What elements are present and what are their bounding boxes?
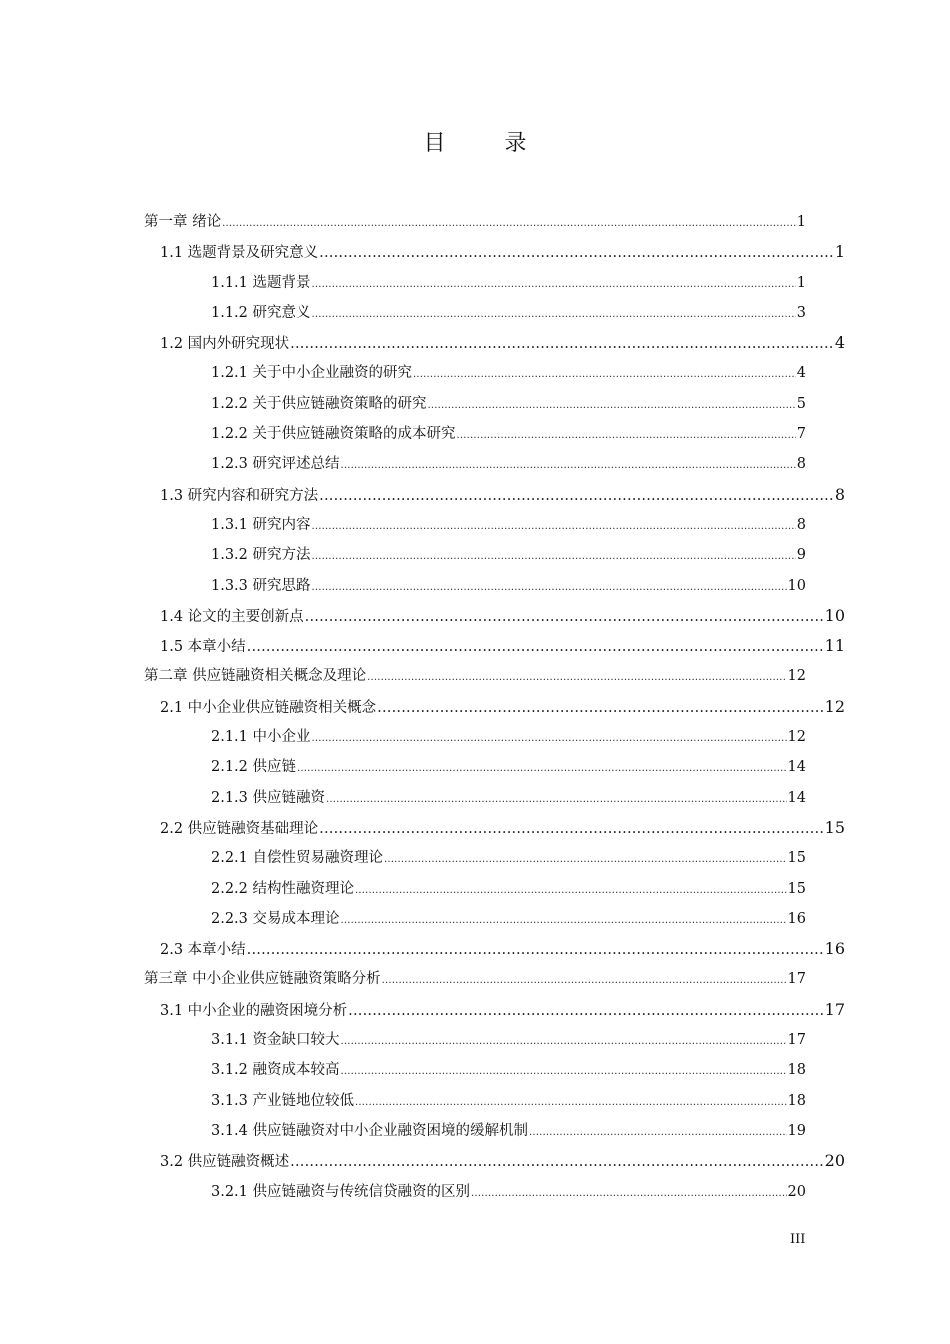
toc-entry-page: 12 — [787, 668, 806, 685]
toc-dot-leader — [413, 360, 796, 390]
toc-entry-page: 18 — [787, 1092, 806, 1109]
toc-dot-leader — [222, 209, 796, 239]
toc-entry-label: 1.4 论文的主要创新点 — [160, 608, 304, 625]
toc-dot-leader — [341, 906, 787, 936]
toc-entry-label: 3.1 中小企业的融资困境分析 — [160, 1002, 348, 1019]
toc-entry[interactable] — [0, 1116, 806, 1146]
toc-dot-leader — [247, 632, 824, 662]
toc-dot-leader — [312, 512, 796, 542]
toc-dot-leader — [312, 270, 796, 300]
toc-entry-page: 8 — [834, 484, 845, 504]
toc-entry[interactable] — [0, 419, 806, 449]
toc-entry[interactable] — [0, 934, 845, 964]
toc-entry-page: 11 — [824, 636, 845, 656]
toc-dot-leader — [290, 329, 834, 359]
toc-entry-page: 18 — [787, 1062, 806, 1079]
toc-entry[interactable] — [0, 268, 806, 298]
toc-dot-leader — [312, 300, 796, 330]
toc-entry[interactable] — [0, 813, 845, 843]
toc-dot-leader — [428, 391, 796, 421]
toc-entry-label: 1.3 研究内容和研究方法 — [160, 487, 319, 504]
toc-dot-leader — [384, 845, 787, 875]
toc-entry-label: 2.2.2 结构性融资理论 — [211, 880, 355, 897]
toc-entry-label: 第三章 中小企业供应链融资策略分析 — [144, 971, 381, 988]
toc-dot-leader — [355, 876, 787, 906]
toc-dot-leader — [312, 724, 787, 754]
toc-entry[interactable] — [0, 480, 845, 510]
toc-entry-label: 2.2 供应链融资基础理论 — [160, 820, 319, 837]
toc-entry-page: 12 — [787, 729, 806, 746]
toc-entry[interactable] — [0, 661, 806, 691]
toc-entry-page: 10 — [787, 577, 806, 594]
toc-entry-page: 3 — [796, 304, 806, 321]
toc-dot-leader — [319, 481, 834, 511]
toc-entry[interactable] — [0, 358, 806, 388]
toc-entry-label: 3.1.4 供应链融资对中小企业融资困境的缓解机制 — [211, 1122, 529, 1139]
table-of-contents — [0, 207, 950, 1207]
toc-entry-label: 3.1.3 产业链地位较低 — [211, 1092, 355, 1109]
toc-entry-page: 1 — [834, 242, 845, 262]
toc-entry[interactable] — [0, 1177, 806, 1207]
toc-entry[interactable] — [0, 1025, 806, 1055]
toc-dot-leader — [305, 602, 824, 632]
toc-entry[interactable] — [0, 783, 806, 813]
toc-entry[interactable] — [0, 449, 806, 479]
toc-entry-page: 17 — [824, 999, 845, 1019]
toc-entry[interactable] — [0, 752, 806, 782]
toc-entry-label: 2.1.1 中小企业 — [211, 729, 311, 746]
toc-entry[interactable] — [0, 904, 806, 934]
toc-dot-leader — [367, 663, 786, 693]
toc-dot-leader — [326, 785, 787, 815]
toc-dot-leader — [319, 238, 834, 268]
toc-entry[interactable] — [0, 207, 806, 237]
toc-entry-label: 2.1.3 供应链融资 — [211, 789, 326, 806]
toc-entry-label: 第二章 供应链融资相关概念及理论 — [144, 668, 367, 685]
toc-dot-leader — [290, 1147, 823, 1177]
toc-entry[interactable] — [0, 722, 806, 752]
toc-entry[interactable] — [0, 571, 806, 601]
toc-dot-leader — [319, 814, 823, 844]
toc-entry[interactable] — [0, 540, 806, 570]
toc-entry-page: 15 — [787, 850, 806, 867]
toc-entry-page: 7 — [796, 426, 806, 443]
toc-entry-page: 4 — [834, 333, 845, 353]
toc-entry-page: 16 — [824, 939, 845, 959]
page-number: III — [790, 1232, 806, 1247]
toc-entry[interactable] — [0, 389, 806, 419]
toc-entry-label: 1.2.3 研究评述总结 — [211, 456, 340, 473]
toc-entry-label: 1.3.1 研究内容 — [211, 516, 311, 533]
toc-entry-label: 3.2 供应链融资概述 — [160, 1154, 290, 1171]
toc-entry[interactable] — [0, 298, 806, 328]
toc-entry-label: 1.1 选题背景及研究意义 — [160, 245, 319, 262]
toc-entry-page: 14 — [787, 789, 806, 806]
toc-entry[interactable] — [0, 843, 806, 873]
toc-dot-leader — [297, 754, 787, 784]
toc-entry-page: 1 — [796, 214, 806, 230]
toc-entry[interactable] — [0, 237, 845, 267]
toc-entry[interactable] — [0, 631, 845, 661]
toc-dot-leader — [341, 1057, 787, 1087]
toc-entry-page: 16 — [787, 910, 806, 927]
toc-entry[interactable] — [0, 1146, 845, 1176]
toc-entry[interactable] — [0, 1086, 806, 1116]
toc-dot-leader — [377, 693, 823, 723]
toc-entry[interactable] — [0, 328, 845, 358]
toc-entry-page: 5 — [796, 395, 806, 412]
toc-entry-page: 14 — [787, 759, 806, 776]
toc-entry-page: 4 — [796, 365, 806, 382]
toc-entry-label: 1.5 本章小结 — [160, 639, 246, 656]
toc-entry-page: 17 — [787, 1032, 806, 1049]
toc-dot-leader — [529, 1118, 787, 1148]
toc-entry-page: 9 — [796, 547, 806, 564]
toc-entry-label: 1.1.2 研究意义 — [211, 304, 311, 321]
toc-entry-page: 10 — [824, 605, 845, 625]
toc-entry[interactable] — [0, 510, 806, 540]
toc-entry-page: 17 — [787, 971, 806, 988]
toc-entry[interactable] — [0, 692, 845, 722]
toc-entry-page: 15 — [824, 817, 845, 837]
toc-entry-label: 2.3 本章小结 — [160, 942, 246, 959]
toc-entry[interactable] — [0, 964, 806, 994]
toc-entry-label: 2.1 中小企业供应链融资相关概念 — [160, 699, 377, 716]
toc-dot-leader — [341, 451, 796, 481]
toc-entry-page: 1 — [796, 274, 806, 291]
toc-entry-label: 2.2.3 交易成本理论 — [211, 910, 340, 927]
toc-dot-leader — [312, 573, 787, 603]
toc-dot-leader — [382, 966, 787, 996]
toc-dot-leader — [457, 421, 796, 451]
toc-entry-label: 1.2 国内外研究现状 — [160, 336, 290, 353]
toc-entry-page: 19 — [787, 1122, 806, 1139]
toc-entry-label: 1.2.2 关于供应链融资策略的成本研究 — [211, 426, 456, 443]
toc-entry[interactable] — [0, 601, 845, 631]
toc-entry-label: 第一章 绪论 — [144, 214, 222, 230]
toc-entry-page: 20 — [787, 1183, 806, 1200]
toc-entry-label: 1.1.1 选题背景 — [211, 274, 311, 291]
toc-entry-label: 1.3.2 研究方法 — [211, 547, 311, 564]
toc-entry[interactable] — [0, 995, 845, 1025]
toc-entry-label: 1.2.1 关于中小企业融资的研究 — [211, 365, 413, 382]
toc-entry-page: 8 — [796, 516, 806, 533]
toc-entry-label: 2.2.1 自偿性贸易融资理论 — [211, 850, 384, 867]
toc-dot-leader — [348, 996, 823, 1026]
toc-dot-leader — [247, 935, 824, 965]
toc-dot-leader — [312, 542, 796, 572]
toc-dot-leader — [355, 1088, 787, 1118]
toc-entry-label: 2.1.2 供应链 — [211, 759, 297, 776]
toc-entry-page: 15 — [787, 880, 806, 897]
toc-entry[interactable] — [0, 1055, 806, 1085]
toc-dot-leader — [341, 1027, 787, 1057]
toc-entry-label: 1.2.2 关于供应链融资策略的研究 — [211, 395, 427, 412]
toc-entry[interactable] — [0, 874, 806, 904]
toc-dot-leader — [471, 1179, 787, 1209]
toc-entry-page: 12 — [824, 696, 845, 716]
toc-entry-label: 1.3.3 研究思路 — [211, 577, 311, 594]
toc-entry-label: 3.2.1 供应链融资与传统信贷融资的区别 — [211, 1183, 471, 1200]
toc-entry-label: 3.1.1 资金缺口较大 — [211, 1032, 340, 1049]
toc-entry-label: 3.1.2 融资成本较高 — [211, 1062, 340, 1079]
toc-entry-page: 20 — [824, 1151, 845, 1171]
page-title: 目 录 — [423, 131, 553, 156]
toc-entry-page: 8 — [796, 456, 806, 473]
